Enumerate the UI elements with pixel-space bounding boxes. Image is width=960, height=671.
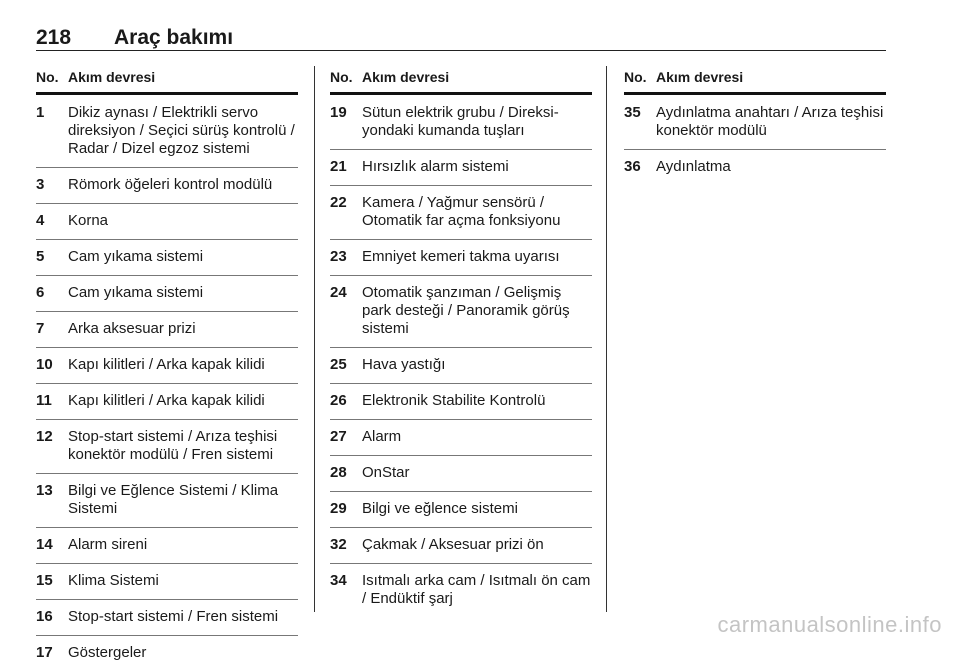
- fuse-number: 36: [624, 158, 641, 175]
- circuit-description: Cam yıkama sistemi: [68, 248, 204, 265]
- table-row: [330, 528, 592, 563]
- table-header: [624, 66, 886, 95]
- rows: [624, 95, 886, 185]
- circuit-description: Bilgi ve eğlence sistemi: [362, 500, 518, 517]
- table-row: [36, 600, 298, 635]
- circuit-description: Dikiz aynası / Elektrikli servo direksiyon / Seçici sürüş kontrolü / Radar / Dizel egzoz sistemi: [68, 104, 295, 157]
- table-row: [330, 456, 592, 491]
- fuse-number: 34: [330, 572, 347, 589]
- header-label: Akım devresi: [68, 69, 156, 85]
- table-row: [36, 564, 298, 599]
- circuit-description: Hırsızlık alarm sistemi: [362, 158, 509, 175]
- rows: [330, 95, 592, 617]
- circuit-description: Isıtmalı arka cam / Isıtmalı ön cam / Endüktif şarj: [362, 572, 591, 607]
- circuit-description: Kapı kilitleri / Arka kapak kilidi: [68, 356, 265, 373]
- fuse-number: 5: [36, 248, 45, 265]
- circuit-description: Aydınlatma anahtarı / Arıza teşhisi konektör modülü: [656, 104, 884, 139]
- circuit-description: Aydınlatma: [656, 158, 731, 175]
- header-no: No.: [36, 69, 59, 85]
- table-row: [36, 420, 298, 473]
- table-row: [330, 564, 592, 617]
- table-row: [36, 384, 298, 419]
- fuse-number: 29: [330, 500, 347, 517]
- circuit-description: Klima Sistemi: [68, 572, 159, 589]
- table-row: [330, 95, 592, 149]
- circuit-description: Korna: [68, 212, 109, 229]
- table-row: [330, 420, 592, 455]
- table-row: [624, 150, 886, 185]
- fuse-number: 32: [330, 536, 347, 553]
- fuse-number: 6: [36, 284, 45, 301]
- header-label: Akım devresi: [656, 69, 744, 85]
- fuse-number: 10: [36, 356, 53, 373]
- header-label: Akım devresi: [362, 69, 450, 85]
- fuse-number: 4: [36, 212, 45, 229]
- fuse-number: 7: [36, 320, 45, 337]
- table-row: [36, 636, 298, 671]
- fuse-number: 13: [36, 482, 53, 499]
- fuse-number: 15: [36, 572, 53, 589]
- page-header: [36, 26, 886, 51]
- fuse-number: 21: [330, 158, 347, 175]
- fuse-number: 28: [330, 464, 347, 481]
- fuse-number: 22: [330, 194, 347, 211]
- table-row: [330, 384, 592, 419]
- header-no: No.: [624, 69, 647, 85]
- table-row: [36, 95, 298, 167]
- table-row: [36, 204, 298, 239]
- fuse-number: 27: [330, 428, 347, 445]
- circuit-description: Çakmak / Aksesuar prizi ön: [362, 536, 544, 553]
- circuit-description: OnStar: [362, 464, 410, 481]
- fuse-number: 17: [36, 644, 53, 661]
- watermark: carmanualsonline.info: [717, 612, 942, 637]
- table-row: [330, 348, 592, 383]
- circuit-description: Emniyet kemeri takma uyarısı: [362, 248, 560, 265]
- fuse-number: 11: [36, 392, 52, 409]
- circuit-description: Otomatik şanzıman / Gelişmiş park desteği / Panoramik görüş sistemi: [362, 284, 570, 337]
- table-header: [36, 66, 298, 95]
- fuse-column-3: [624, 66, 886, 185]
- fuse-number: 19: [330, 104, 347, 121]
- circuit-description: Alarm: [362, 428, 402, 445]
- table-row: [36, 312, 298, 347]
- header-no: No.: [330, 69, 353, 85]
- circuit-description: Elektronik Stabilite Kontrolü: [362, 392, 546, 409]
- fuse-number: 35: [624, 104, 641, 121]
- circuit-description: Cam yıkama sistemi: [68, 284, 204, 301]
- section-title: Araç bakımı: [114, 26, 234, 49]
- circuit-description: Römork öğeleri kontrol modülü: [68, 176, 273, 193]
- table-row: [330, 492, 592, 527]
- circuit-description: Bilgi ve Eğlence Sistemi / Klima Sistemi: [68, 482, 279, 517]
- table-row: [36, 240, 298, 275]
- fuse-column-2: [330, 66, 592, 617]
- fuse-column-1: [36, 66, 298, 671]
- table-row: [36, 168, 298, 203]
- table-row: [624, 95, 886, 149]
- fuse-number: 24: [330, 284, 347, 301]
- table-row: [36, 348, 298, 383]
- circuit-description: Sütun elektrik grubu / Direksi-yondaki kumanda tuşları: [362, 104, 559, 139]
- page-number: 218: [36, 26, 72, 49]
- circuit-description: Stop-start sistemi / Fren sistemi: [68, 608, 279, 625]
- circuit-description: Kapı kilitleri / Arka kapak kilidi: [68, 392, 265, 409]
- table-row: [36, 276, 298, 311]
- table-row: [36, 528, 298, 563]
- fuse-number: 12: [36, 428, 53, 445]
- table-row: [330, 186, 592, 239]
- circuit-description: Göstergeler: [68, 644, 147, 661]
- table-header: [330, 66, 592, 95]
- fuse-number: 1: [36, 104, 45, 121]
- table-row: [330, 276, 592, 347]
- column-divider: [314, 66, 315, 612]
- fuse-number: 16: [36, 608, 53, 625]
- column-divider: [606, 66, 607, 612]
- circuit-description: Kamera / Yağmur sensörü / Otomatik far açma fonksiyonu: [362, 194, 561, 229]
- fuse-number: 23: [330, 248, 347, 265]
- circuit-description: Arka aksesuar prizi: [68, 320, 196, 337]
- table-row: [36, 474, 298, 527]
- circuit-description: Stop-start sistemi / Arıza teşhisi konektör modülü / Fren sistemi: [68, 428, 278, 463]
- fuse-number: 3: [36, 176, 45, 193]
- table-row: [330, 240, 592, 275]
- circuit-description: Alarm sireni: [68, 536, 148, 553]
- rows: [36, 95, 298, 671]
- fuse-number: 14: [36, 536, 53, 553]
- fuse-number: 26: [330, 392, 347, 409]
- fuse-number: 25: [330, 356, 347, 373]
- circuit-description: Hava yastığı: [362, 356, 446, 373]
- table-row: [330, 150, 592, 185]
